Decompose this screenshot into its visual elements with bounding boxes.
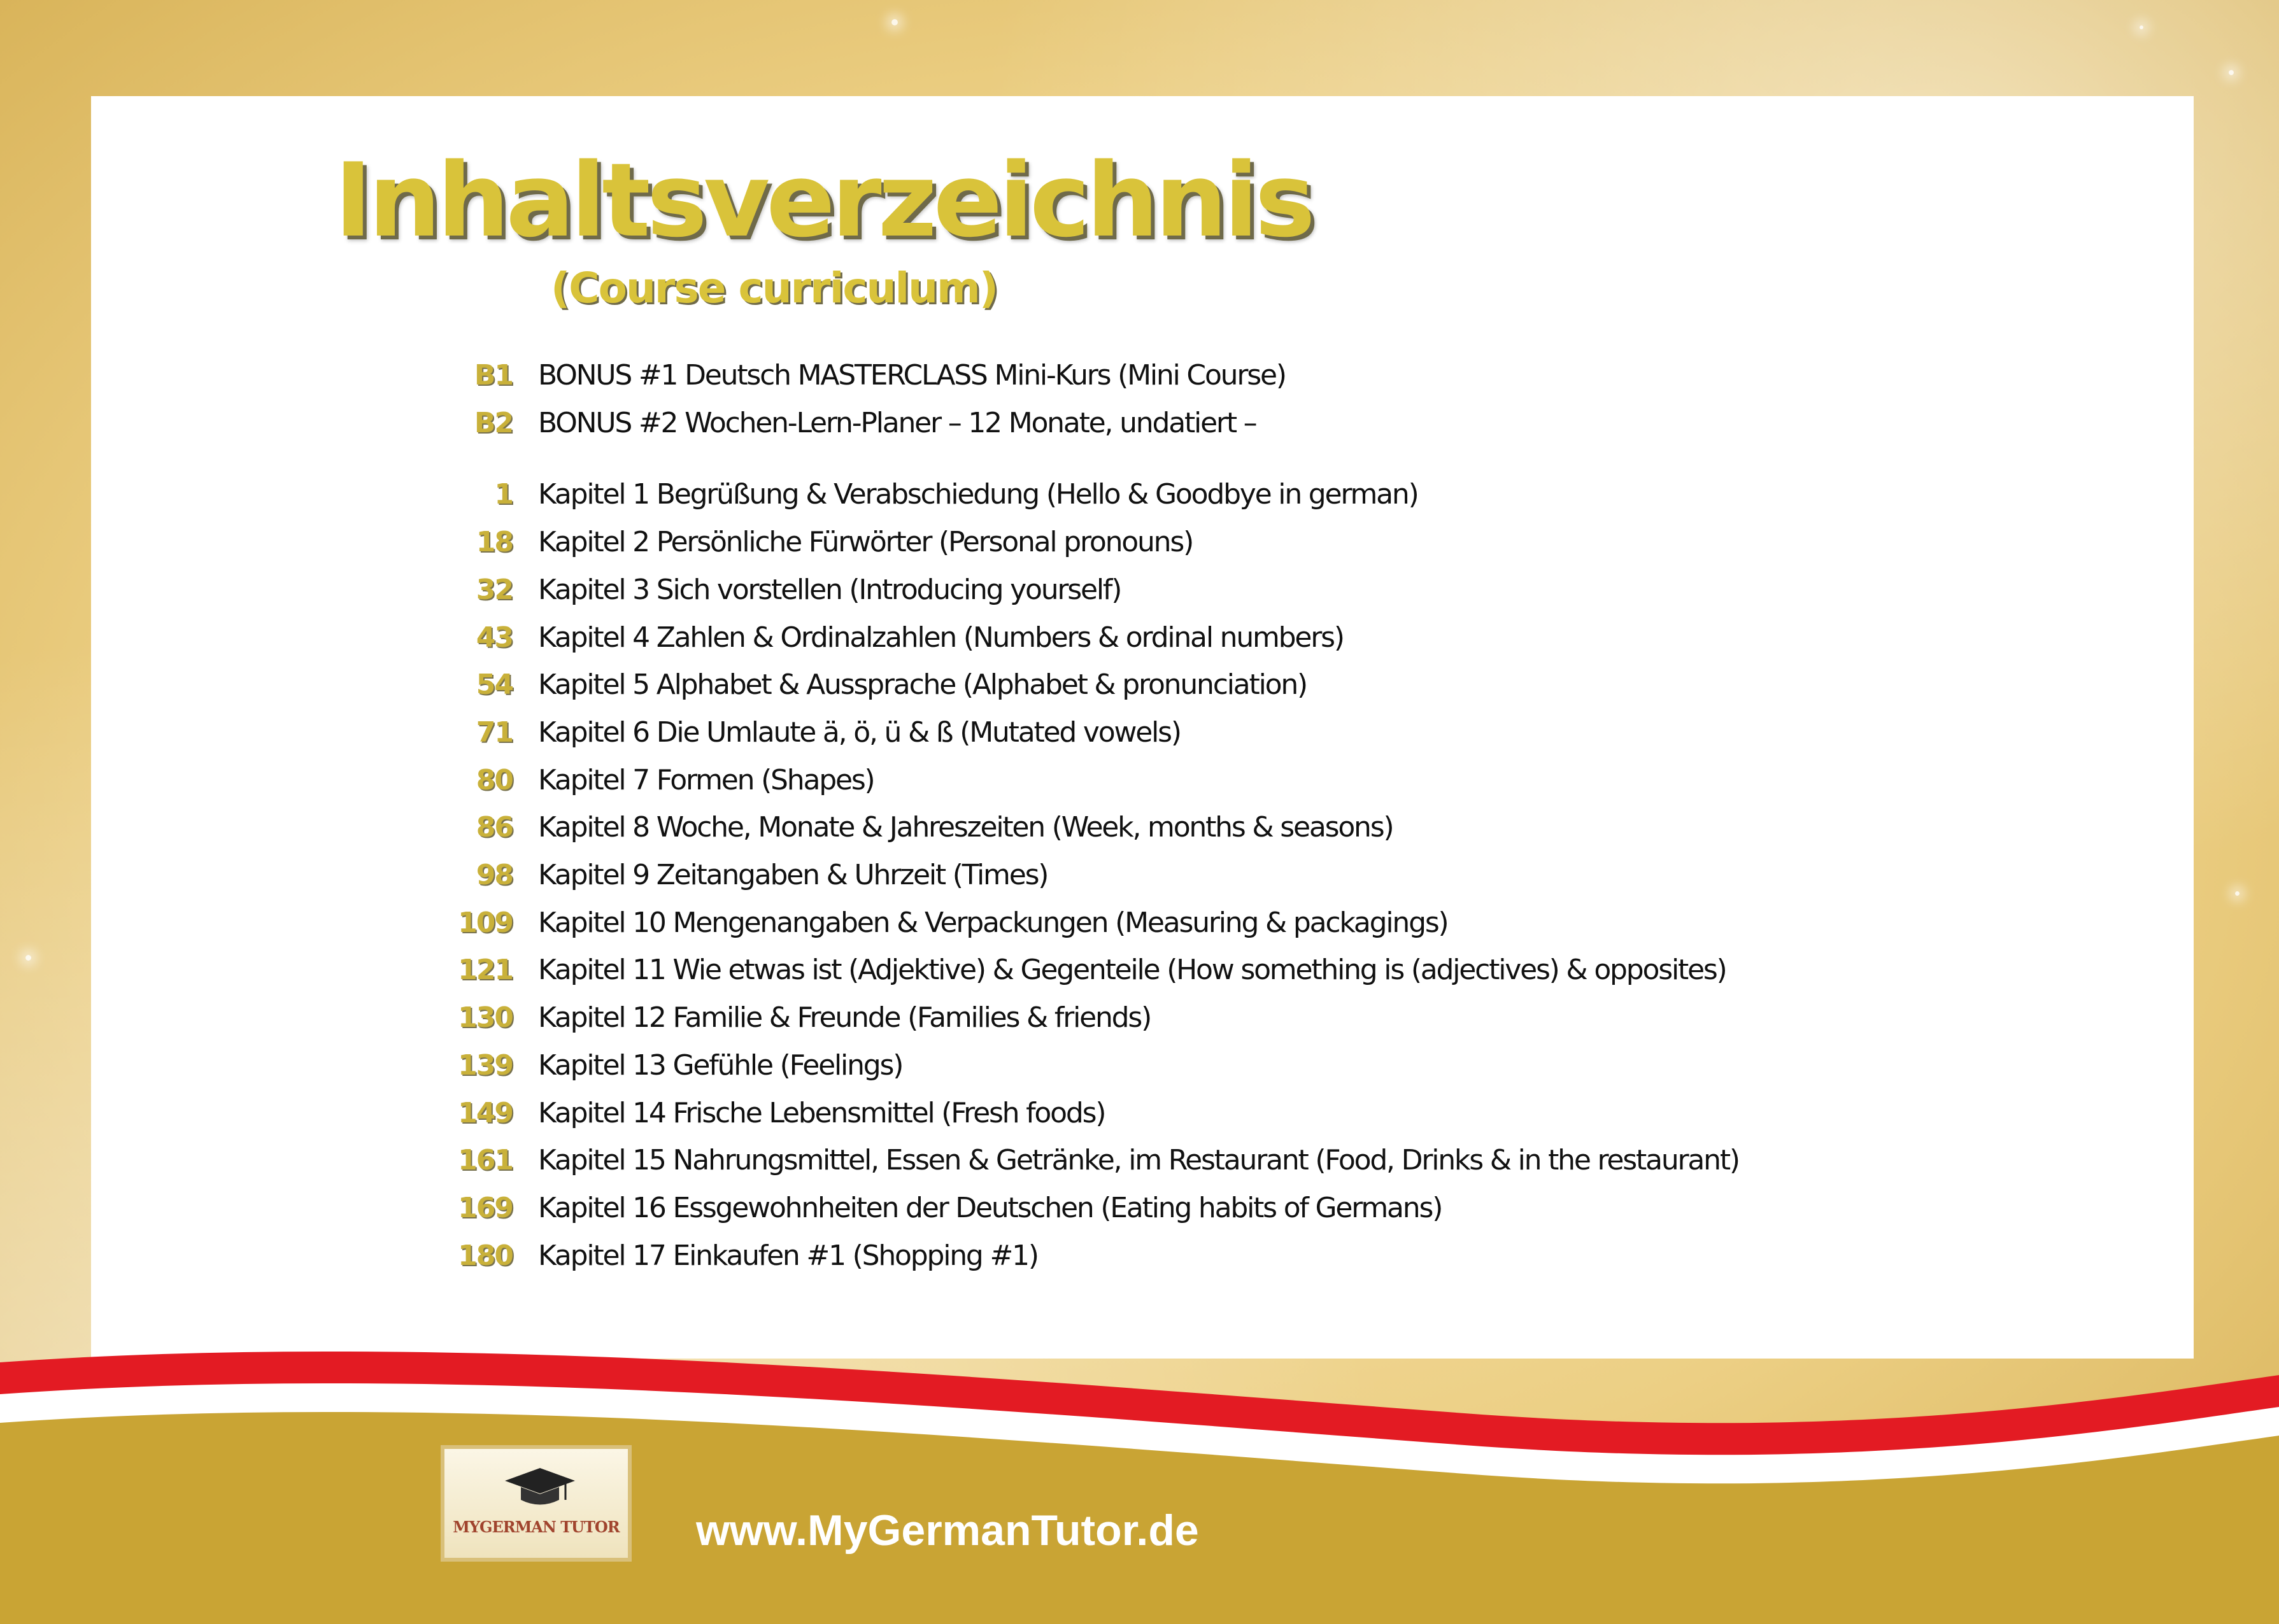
graduation-cap-icon [502, 1465, 578, 1509]
background-sparkle [25, 955, 31, 961]
page-title: Inhaltsverzeichnis [334, 141, 1312, 260]
toc-page-number: 169 [458, 1191, 513, 1224]
toc-entry-title: Kapitel 15 Nahrungsmittel, Essen & Getränke, im Restaurant (Food, Drinks & in the restaurant) [538, 1144, 1739, 1177]
toc-page-number: 86 [476, 811, 513, 844]
toc-entry-title: Kapitel 7 Formen (Shapes) [538, 763, 874, 796]
toc-page-number: 1 [494, 478, 513, 511]
toc-page-number: 32 [476, 573, 513, 606]
toc-page-number: 121 [458, 954, 513, 987]
toc-page-number: 161 [458, 1144, 513, 1177]
background-sparkle [2229, 70, 2234, 75]
toc-page-number: 180 [458, 1239, 513, 1272]
page-subtitle: (Course curriculum) [551, 264, 997, 313]
toc-entry-title: BONUS #2 Wochen-Lern-Planer – 12 Monate, undatiert – [538, 406, 1256, 439]
toc-page-number: 54 [476, 668, 513, 702]
toc-entry-title: Kapitel 17 Einkaufen #1 (Shopping #1) [538, 1239, 1038, 1272]
toc-entry-title: Kapitel 14 Frische Lebensmittel (Fresh foods) [538, 1096, 1105, 1129]
toc-page-number: 18 [476, 526, 513, 559]
toc-page-number: 109 [458, 906, 513, 939]
toc-entry-title: Kapitel 1 Begrüßung & Verabschiedung (Hello & Goodbye in german) [538, 478, 1418, 511]
toc-entry-title: Kapitel 9 Zeitangaben & Uhrzeit (Times) [538, 859, 1048, 891]
toc-entry-title: Kapitel 2 Persönliche Fürwörter (Personal pronouns) [538, 526, 1193, 559]
toc-entry-title: Kapitel 4 Zahlen & Ordinalzahlen (Numbers & ordinal numbers) [538, 621, 1344, 654]
background-sparkle [891, 19, 898, 25]
toc-entry-title: Kapitel 3 Sich vorstellen (Introducing yourself) [538, 573, 1121, 606]
toc-page-number: 80 [476, 763, 513, 796]
toc-page-number: 98 [476, 859, 513, 891]
toc-entry-title: Kapitel 13 Gefühle (Feelings) [538, 1049, 903, 1082]
toc-page-number: B1 [474, 359, 513, 392]
background-sparkle [2235, 891, 2240, 896]
toc-page-number: 149 [458, 1096, 513, 1129]
footer-wave [0, 1337, 2279, 1624]
toc-page-number: 130 [458, 1001, 513, 1034]
toc-entry-title: Kapitel 12 Familie & Freunde (Families & friends) [538, 1001, 1151, 1034]
brand-logo [441, 1445, 632, 1562]
toc-entry-title: Kapitel 8 Woche, Monate & Jahreszeiten (Week, months & seasons) [538, 811, 1393, 844]
toc-page-number: 43 [476, 621, 513, 654]
toc-entry-title: BONUS #1 Deutsch MASTERCLASS Mini-Kurs (Mini Course) [538, 359, 1286, 392]
toc-page-number: B2 [474, 406, 513, 439]
logo-text: MYGERMAN TUTOR [453, 1518, 620, 1536]
website-url: www.MyGermanTutor.de [696, 1506, 1199, 1555]
toc-entry-title: Kapitel 6 Die Umlaute ä, ö, ü & ß (Mutated vowels) [538, 716, 1181, 749]
toc-entry-title: Kapitel 11 Wie etwas ist (Adjektive) & Gegenteile (How something is (adjectives) & opposites) [538, 954, 1726, 987]
toc-page-number: 139 [458, 1049, 513, 1082]
background-sparkle [2140, 25, 2143, 29]
toc-entry-title: Kapitel 16 Essgewohnheiten der Deutschen (Eating habits of Germans) [538, 1191, 1442, 1224]
toc-entry-title: Kapitel 5 Alphabet & Aussprache (Alphabet & pronunciation) [538, 668, 1307, 702]
toc-page-number: 71 [476, 716, 513, 749]
toc-entry-title: Kapitel 10 Mengenangaben & Verpackungen (Measuring & packagings) [538, 906, 1448, 939]
